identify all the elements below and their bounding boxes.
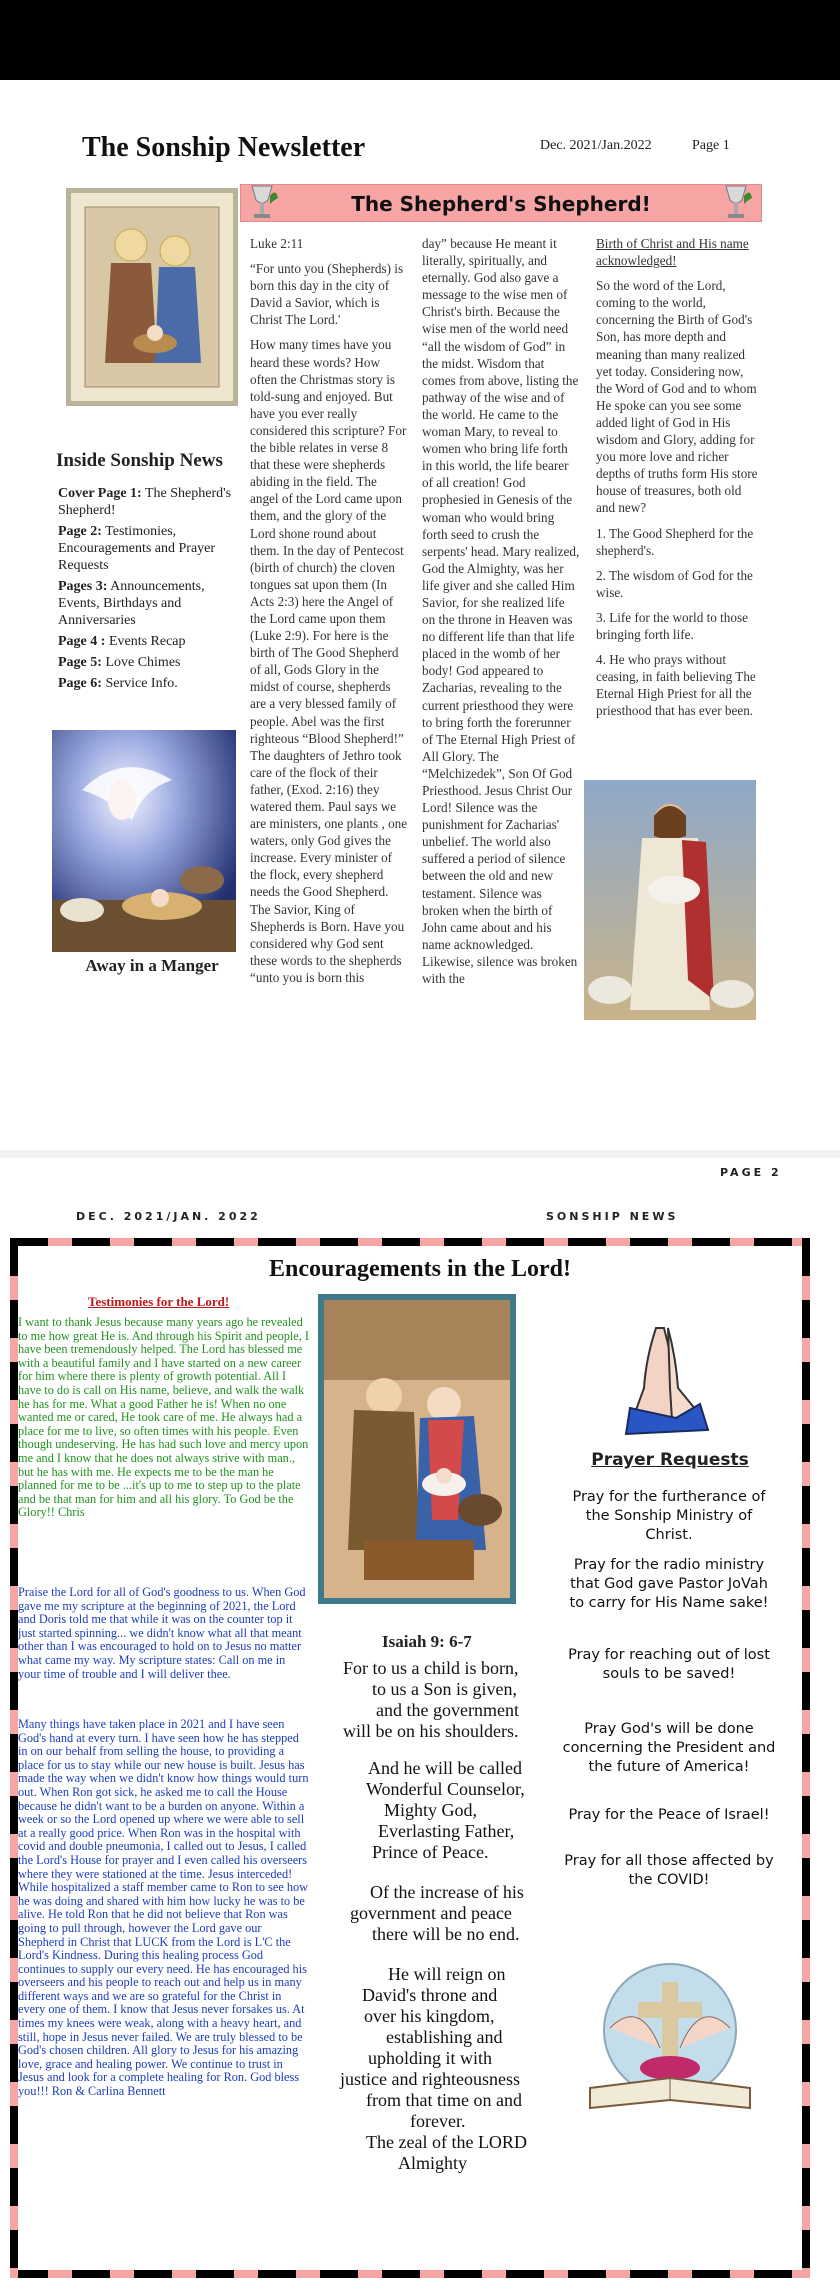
article-column-1	[250, 235, 408, 994]
isaiah-line: He will reign on	[388, 1964, 506, 1984]
banner-title: The Shepherd's Shepherd!	[351, 192, 651, 216]
inside-item-page6	[58, 675, 238, 692]
inside-item-text: Testimonies, Encouragements and Prayer Requests	[58, 524, 216, 573]
inside-item-label: Page 5:	[58, 655, 102, 670]
inside-item-label: Page 6:	[58, 676, 102, 691]
prayer-item: Pray God's will be done concerning the President and the future of America!	[562, 1721, 776, 1775]
newsletter-page-2	[0, 1158, 840, 2289]
summary-point: 3. Life for the world to those bringing forth life.	[596, 609, 748, 642]
isaiah-line: will be on his shoulders.	[343, 1721, 519, 1741]
inside-item-page3	[58, 578, 238, 629]
inside-news-list	[58, 485, 238, 696]
article-column-2	[422, 235, 580, 995]
isaiah-line: to us a Son is given,	[372, 1679, 518, 1699]
inside-item-cover	[58, 485, 238, 519]
isaiah-line: And he will be called	[368, 1758, 522, 1778]
prayer-requests-heading: Prayer Requests	[591, 1450, 749, 1470]
nativity-image	[318, 1294, 516, 1604]
inside-item-label: Cover Page 1:	[58, 486, 142, 501]
testimonies-heading: Testimonies for the Lord!	[88, 1294, 230, 1309]
inside-item-text: Love Chimes	[101, 655, 181, 670]
scripture-quote: “For unto you (Shepherds) is born this day in the city of David a Savior, which is Christ The Lord.'	[250, 261, 404, 328]
isaiah-line: over his kingdom,	[364, 2006, 495, 2026]
article-paragraph: How many times have you heard these words? How often the Christmas story is told-sung and enjoyed. But have you ever really considered this scripture? For the bible relates in verse 8 that these were shepherds abiding in the field. The angel of the Lord came upon them, and the glory of the Lord shone round about them. In the day of Pentecost (birth of church) the cloven tongues sat upon them (In Acts 2:3) here the Angel of the Lord came upon them (Luke 2:9). For here is the birth of The Good Shepherd of all, Gods Glory in the midst of course, shepherds are a very blessed family of people. Abel was the first righteous “Blood Shepherd!” The daughters of Jethro took care of the flock of their father, (Exod. 2:16) they watered them. Paul says we are ministers, one plants , one waters, only God gives the increase. Every minister of the flock, every shepherd needs the Good Shepherd. The Savior, King of Shepherds is Born. Have you considered why God sent these words to the shepherds “unto you is born this	[250, 337, 408, 985]
chalice-icon	[244, 182, 280, 224]
border-top	[10, 1238, 810, 1246]
isaiah-line: establishing and	[386, 2027, 503, 2047]
inside-item-text: The Shepherd's Shepherd!	[58, 486, 232, 518]
prayer-item: Pray for the Peace of Israel!	[568, 1807, 770, 1823]
manger-caption: Away in a Manger	[85, 956, 219, 975]
prayer-item: Pray for the furtherance of the Sonship Ministry of Christ.	[572, 1489, 766, 1543]
newsletter-title: The Sonship Newsletter	[82, 132, 366, 163]
inside-item-page5	[58, 654, 238, 671]
page-title: Encouragements in the Lord!	[269, 1256, 571, 1282]
inside-item-page2	[58, 523, 238, 574]
article-column-3	[596, 235, 758, 727]
top-black-bar	[0, 0, 840, 80]
isaiah-line: Of the increase of his	[370, 1882, 524, 1902]
chalice-icon	[718, 182, 754, 224]
isaiah-line: government and peace	[350, 1903, 512, 1923]
angel-manger-image	[52, 730, 236, 952]
inside-item-label: Page 2:	[58, 524, 102, 539]
inside-news-heading: Inside Sonship News	[56, 450, 223, 471]
summary-point: 4. He who prays without ceasing, in faith believing The Eternal High Priest for all the priesthood that has ever been.	[596, 652, 756, 719]
page-number: Page 1	[692, 138, 730, 153]
issue-date: Dec. 2021/Jan.2022	[540, 138, 652, 153]
inside-item-page4	[58, 633, 238, 650]
inside-item-label: Pages 3:	[58, 579, 108, 594]
isaiah-line: Mighty God,	[384, 1800, 478, 1820]
isaiah-line: Everlasting Father,	[378, 1821, 515, 1841]
praying-hands-icon	[616, 1318, 716, 1438]
prayer-item: Pray for all those affected by the COVID!	[564, 1853, 774, 1888]
article-banner	[240, 184, 762, 222]
good-shepherd-image	[584, 780, 756, 1020]
inside-item-text: Events Recap	[105, 634, 186, 649]
isaiah-line: forever.	[410, 2111, 466, 2131]
article-paragraph: So the word of the Lord, coming to the world, concerning the Birth of God's Son, has more depth and meaning than many realized yet today. Considering now, the Word of God and to whom He spoke can you see some added light of God in His wisdom and Glory, adding for you more love and richer depths of truths form His store house of treasures, both old and new?	[596, 278, 758, 516]
isaiah-line: For to us a child is born,	[343, 1658, 519, 1678]
isaiah-line: Prince of Peace.	[372, 1842, 489, 1862]
isaiah-line: there will be no end.	[372, 1924, 520, 1944]
isaiah-line: Almighty	[398, 2153, 468, 2173]
border-right	[802, 1238, 810, 2278]
page-number: PAGE 2	[720, 1166, 782, 1179]
bible-cross-illustration	[570, 1958, 770, 2128]
article-paragraph: Birth of Christ and His name acknowledged!	[596, 236, 749, 269]
isaiah-line: Wonderful Counselor,	[366, 1779, 525, 1799]
summary-point: 2. The wisdom of God for the wise.	[596, 567, 753, 600]
testimony-chris: I want to thank Jesus because many years ago he revealed to me how great He is. And through his Spirit and people, I have been tremendously helped. The Lord has blessed me with a beautiful family and I have started on a new career for him where there is plenty of growth potential. All I have to do is call on His name, believe, and walk the walk he has for me. What a good Father he is! When no one wanted me or cared, He took care of me. He always had a place for me to live, so often times with his people. Even though undeserving. He has had such love and mercy upon me and I know that he does not always strive with man., but he has with me. He expects me to be the man he planned for me to be ...it's up to me to step up to the plate and be that man for him and all his glory. To God be the Glory!! Chris	[18, 1315, 309, 1520]
isaiah-line: The zeal of the LORD	[366, 2132, 527, 2152]
inside-item-text: Service Info.	[101, 676, 178, 691]
border-left	[10, 1238, 18, 2278]
holy-family-image	[66, 188, 238, 406]
isaiah-line: and the government	[376, 1700, 519, 1720]
prayer-item: Pray for reaching out of lost souls to be saved!	[568, 1647, 770, 1682]
newsletter-page-1	[0, 80, 840, 1150]
inside-item-label: Page 4 :	[58, 634, 106, 649]
page-separator	[0, 1150, 840, 1158]
issue-date: DEC. 2021/JAN. 2022	[76, 1210, 261, 1223]
summary-point: 1. The Good Shepherd for the shepherd's.	[596, 525, 754, 558]
testimony-scripture: Praise the Lord for all of God's goodness to us. When God gave me my scripture at the beginning of 2021, the Lord and Doris told me that while it was on the counter top it just started spinning... we didn't know what all that meant other than I was encouraged to hold on to Jesus no matter what came my way. My scripture states: Call on me in your time of trouble and I will deliver thee.	[18, 1585, 306, 1681]
isaiah-line: from that time on and	[366, 2090, 522, 2110]
article-paragraph: day” because He meant it literally, spiritually, and eternally. God also gave a message to the wise men of Christ's birth. Because the wise men of the world need “all the wisdom of God” in the midst. Wisdom that comes from above, listing the pathway of the wise and of the world. He came to the woman Mary, to reveal to women who bring life forth in this world, the life bearer of all creation! God prophesied in Genesis of the woman who would bring forth seed to crush the serpents' head. Mary realized, God the Almighty, was her life giver and she called Him Savior, for she realized life on the throne in Heaven was no different life than that life placed in the womb of her body! God appeared to Zacharias, revealing to the current priesthood they were to bring forth the forerunner of The Eternal High Priest of All Glory. The “Melchizedek”, Son Of God Priesthood. Jesus Christ Our Lord! Silence was the punishment for Zacharias' unbelief. The world also suffered a period of silence between the old and new testament. Silence was broken when the birth of John came about and his name acknowledged. Likewise, silence was broken with the	[422, 236, 580, 987]
testimony-bennett: Many things have taken place in 2021 and I have seen God's hand at every turn. I have seen how he has stepped in on our behalf from selling the house, to providing a place for us to stay while our new house is built. Jesus has made the way when we didn't know how things would turn out. When Ron got sick, he asked me to call the House because he didn't want to be a burden on anyone. Within a week or so the Lord opened up where we were able to sell at a really good price. When Ron was in the hospital with covid and double pneumonia, I called out to Jesus, I called the Lord's House for prayer and I even called his overseers where they were stationed at the time. Jesus interceded! While hospitalized a staff member came to Ron to see how he was doing and shared with him how lucky he was to be alive. He told Ron that he did not believe that Ron was going to pull through, however the Lord gave our Shepherd in Christ that LUCK from the Lord is L'C the Lord's Kindness. During this healing process God continues to supply our every need. He has encouraged his overseers and his people to reach out and help us in many different ways and we are so grateful for the Christ in every one of them. I know that Jesus never forsakes us. At times my knees were weak, along with a heavy heart, and still, hope in Jesus never failed. We are truly blessed to be God's chosen children. All glory to Jesus for his amazing love, grace and healing power. We continue to trust in Jesus and look for a complete healing for Ron. God bless you!!! Ron & Carlina Bennett	[18, 1717, 309, 2099]
newsletter-name: SONSHIP NEWS	[546, 1210, 679, 1223]
border-bottom	[10, 2270, 810, 2278]
prayer-item: Pray for the radio ministry that God gave Pastor JoVah to carry for His Name sake!	[569, 1557, 769, 1611]
isaiah-line: upholding it with	[368, 2048, 493, 2068]
inside-item-text: Announcements, Events, Birthdays and Anniversaries	[58, 579, 205, 628]
scripture-ref: Luke 2:11	[250, 236, 304, 251]
isaiah-line: David's throne and	[362, 1985, 498, 2005]
isaiah-line: justice and righteousness	[340, 2069, 520, 2089]
isaiah-heading: Isaiah 9: 6-7	[382, 1632, 472, 1651]
